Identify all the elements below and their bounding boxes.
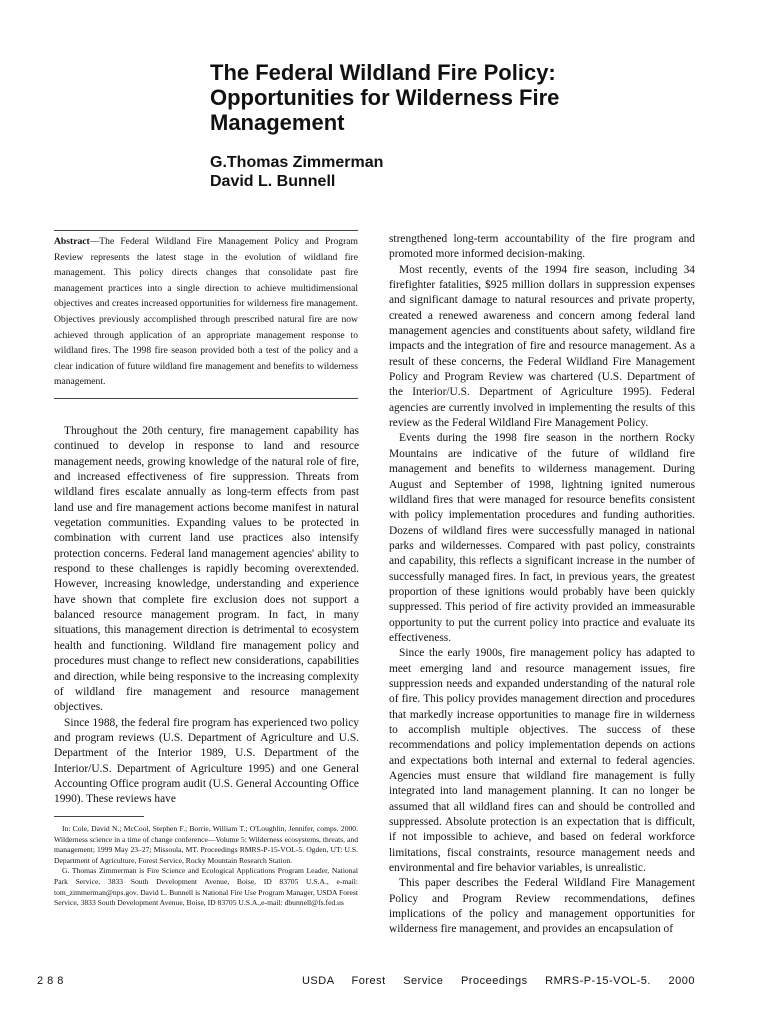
body-paragraph: Since 1988, the federal fire program has experienced two policy and program reviews (U.S. Department of Agriculture and U.S. Department of the Interior 1989, U.S. Department of the Interior/U.S. Department of Agriculture 1995) and one General Accounting Office program audit (U.S. General Accounting Office 1990). These reviews have <box>54 716 359 806</box>
footnote-authors: G. Thomas Zimmerman is Fire Science and Ecological Applications Program Leader, National Park Service, 3833 South Development Avenue, Boise, ID 83705 U.S.A., e-mail: tom_zimmerman@nps.gov. David L. Bunnell is National Fire Use Program Manager, USDA Forest Service, 3833 South Development Avenue, Boise, ID 83705 U.S.A.,e-mail: dbunnell@fs.fed.us <box>54 866 358 908</box>
footnote-divider <box>54 816 144 817</box>
body-paragraph: Events during the 1998 fire season in the northern Rocky Mountains are indicative of the future of wildland fire management and benefits to wilderness management. During August and September of 1998, lightning ignited numerous wildland fires that were managed for resource benefits consistent with policy implementation procedures and funding authorities. Dozens of wildland fires were successfully managed in national parks and wildernesses. Compared with past policy, constraints and capability, this reflects a significant increase in the number of successfully managed fires. In fact, in previous years, the greatest proportion of these ignitions would probably have been quickly suppressed. This period of fire activity provided an immeasurable opportunity to put the current policy into practice and evaluate its effectiveness. <box>389 432 695 644</box>
footnote <box>54 824 358 909</box>
page-number: 288 <box>37 975 68 987</box>
page-footer <box>37 975 695 991</box>
abstract-bottom-divider <box>54 398 358 399</box>
abstract <box>54 234 358 390</box>
footnote-citation: In: Cole, David N.; McCool, Stephen F.; Borrie, William T.; O'Loughlin, Jennifer, comps. 2000. Wilderness science in a time of change conference—Volume 5: Wilderness ecosystems, threats, and management; 1999 May 23–27; Missoula, MT. Proceedings RMRS-P-15-VOL-5. Ogden, UT: U.S. Department of Agriculture, Forest Service, Rocky Mountain Research Station. <box>54 824 358 865</box>
body-paragraph: Since the early 1900s, fire management policy has adapted to meet emerging land and resource management issues, fire suppression needs and expanded understanding of the natural role of fire. This policy provides management direction and procedures that markedly increase opportunities to manage fire in wilderness to accomplish multiple objectives. The success of these recommendations and policy implementation depends on actions and expectations both internal and external to federal agencies. Agencies must ensure that wildland fire management is fully integrated into land management planning. It can no longer be assumed that all wildland fires can and should be controlled and suppressed. Absolute protection is an expectation that is difficult, if not impossible to achieve, and based on federal workforce limitations, fiscal constraints, resource management needs and environmental and fire behavior variables, is unrealistic. <box>389 647 695 875</box>
abstract-label: Abstract <box>54 236 90 247</box>
abstract-top-divider <box>54 230 358 231</box>
body-paragraph: strengthened long-term accountability of the fire program and promoted more informed decision-making. <box>389 233 695 261</box>
abstract-text: —The Federal Wildland Fire Management Policy and Program Review represents the latest stage in the evolution of wildland fire management. This policy directs changes that consolidate past fire management practices into a single direction to achieve multidimensional objectives and creates increased opportunities for wilderness fire management. Objectives previously accomplished through prescribed natural fire are now achieved through application of an appropriate management response to wildland fires. The 1998 fire season provided both a test of the policy and a clear indication of future wildland fire management and benefits to wilderness management. <box>54 236 358 388</box>
body-paragraph: Throughout the 20th century, fire management capability has continued to develop in response to land and resource management needs, growing knowledge of the natural role of fire, and increased effectiveness of fire suppression. Threats from wildland fires escalate annually as long-term effects from past land use and fire management actions become manifest in natural vegetation communities. Expanding values to be protected in combination with current land use practices also intensify protection concerns. Federal land management agencies' ability to respond to these challenges is rapidly becoming overextended. However, increasing knowledge, understanding and experience have shown that complete fire exclusion does not support a balanced resource management program. In fact, in many situations, this management direction is detrimental to ecosystem health and functioning. Wildland fire management policy and procedures must change to reflect new considerations, capabilities and direction, while being responsive to the increasing complexity of wildland fire management and resource management objectives. <box>54 425 359 714</box>
body-column-left <box>54 424 359 808</box>
publication-series: USDA Forest Service Proceedings RMRS-P-15-VOL-5. 2000 <box>301 975 695 987</box>
paper-title: The Federal Wildland Fire Policy: Opportunities for Wilderness Fire Management <box>210 60 560 135</box>
author-name: David L. Bunnell <box>210 173 336 190</box>
author-name: G.Thomas Zimmerman <box>210 154 384 171</box>
body-paragraph: This paper describes the Federal Wildland Fire Management Policy and Program Review recommendations, defines implications of the policy and management opportunities for wilderness fire management, and provides an encapsulation of <box>389 877 695 936</box>
body-column-right <box>389 232 695 938</box>
body-paragraph: Most recently, events of the 1994 fire season, including 34 firefighter fatalities, $925 million dollars in suppression expenses and significant damage to natural resources and private property, created a renewed awareness and concern among federal land management agencies and constituents about safety, wildland fire impacts and the integration of fire and resource management. As a result of these concerns, the Federal Wildland Fire Management Policy and Program Review was chartered (U.S. Department of the Interior/U.S. Department of Agriculture 1995). Federal agencies are currently involved in implementing the results of this review as the Federal Wildland Fire Management Policy. <box>389 263 695 430</box>
author-list <box>210 153 610 191</box>
